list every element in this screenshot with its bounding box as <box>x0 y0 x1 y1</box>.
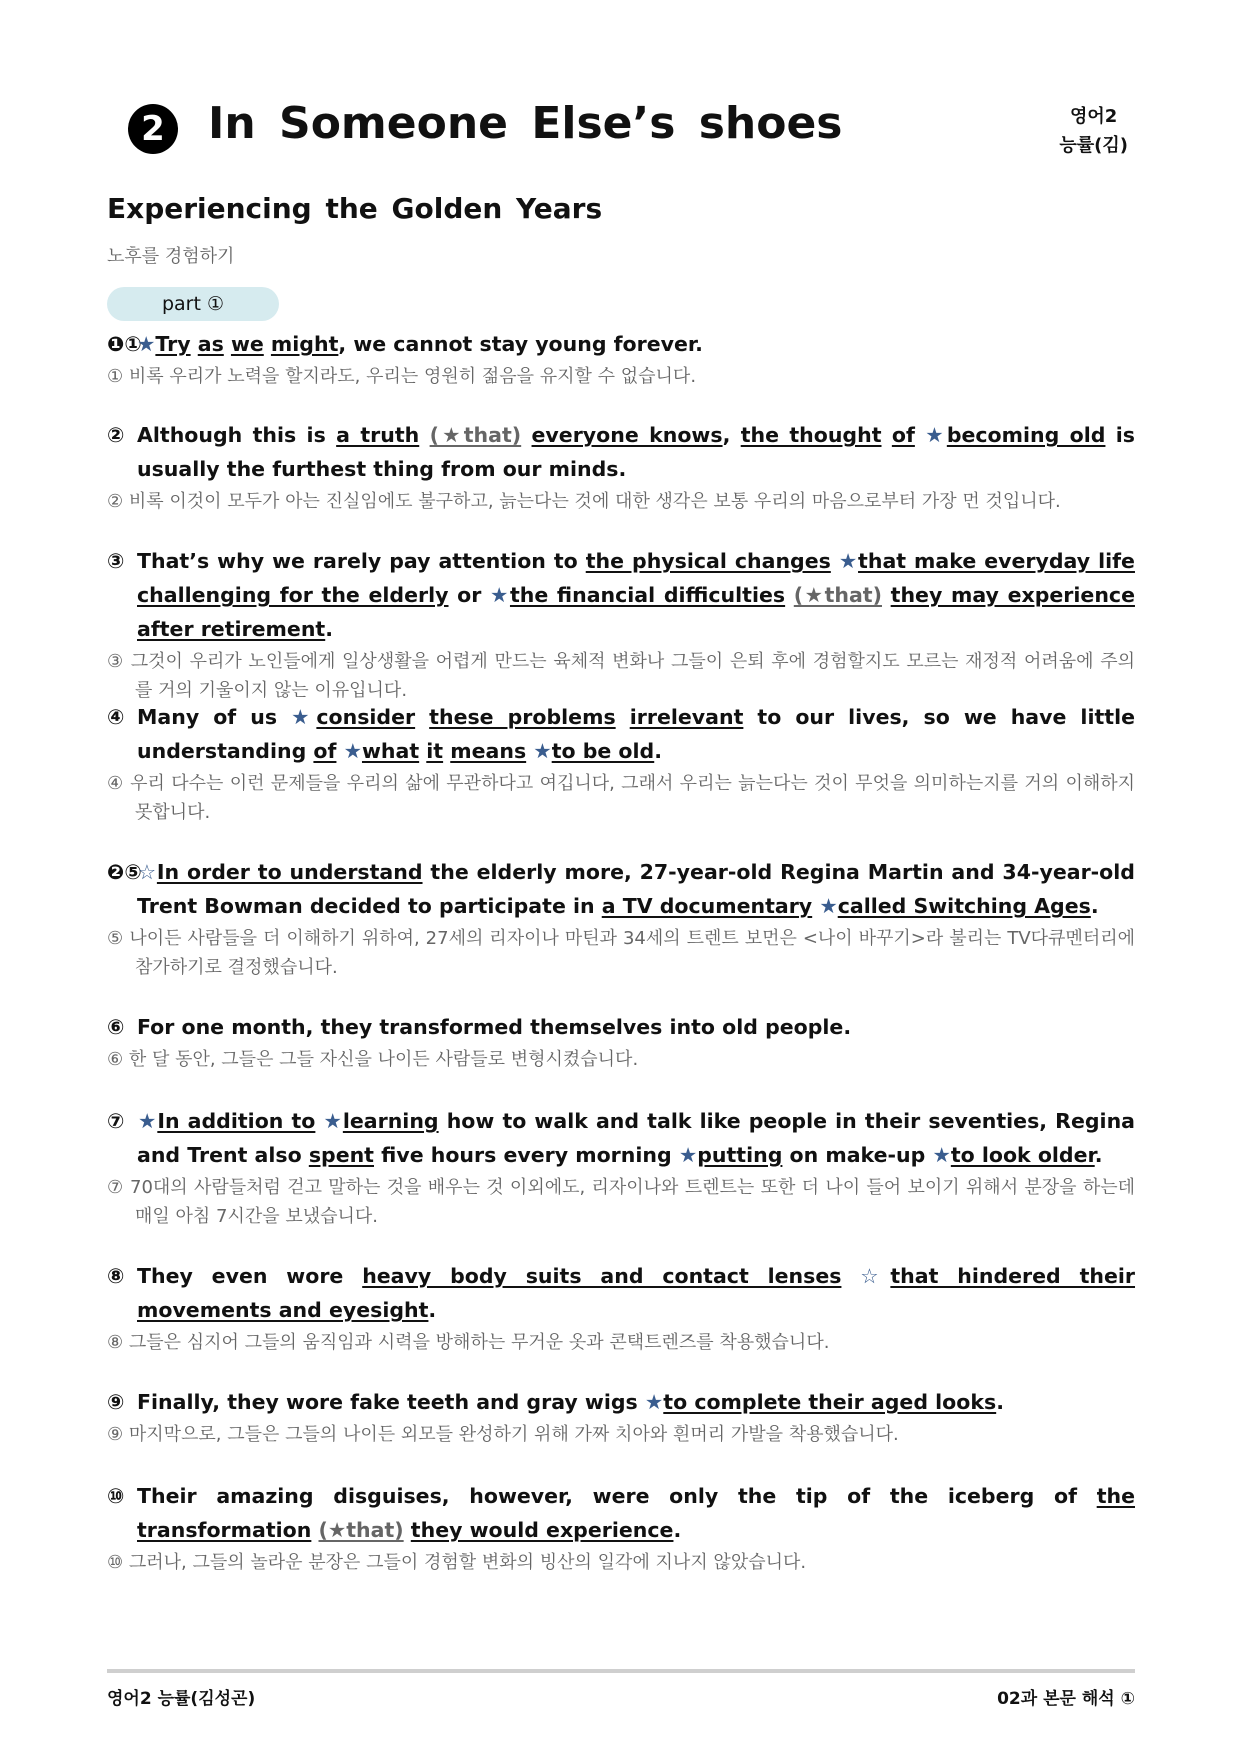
plain-text: how to walk and talk like people in their seventies, Regina and Trent also <box>137 1109 1135 1167</box>
underlined-phrase: Try <box>155 332 191 356</box>
underlined-phrase: a TV documentary <box>601 894 813 918</box>
sentence-8 <box>107 1259 1135 1357</box>
star-mark: ★ <box>838 549 859 573</box>
book-subject: 영어2 <box>1070 106 1118 127</box>
plain-text: Their amazing disguises, however, were only the tip of the iceberg of <box>137 1484 1097 1508</box>
book-info <box>1059 102 1128 160</box>
section-title: Experiencing the Golden Years <box>107 192 603 225</box>
document-header <box>128 96 1128 166</box>
star-mark: ★ <box>819 894 838 918</box>
plain-text: . <box>673 1518 682 1542</box>
star-mark: ★ <box>533 739 552 763</box>
plain-text: They even wore <box>137 1264 363 1288</box>
sentence-number: ② <box>107 423 125 447</box>
underlined-phrase: irrelevant <box>629 705 744 729</box>
sentence-9-korean: ⑨ 마지막으로, 그들은 그들의 나이든 외모들 완성하기 위해 가짜 치아와 흰머리 가발을 착용했습니다. <box>107 1424 899 1445</box>
sentence-7-english <box>107 1104 1135 1172</box>
footer-page-label: 02과 본문 해석 ① <box>997 1689 1135 1709</box>
plain-text: . <box>1094 1143 1103 1167</box>
sentence-9-english <box>107 1385 1135 1419</box>
sentence-5 <box>107 855 1135 982</box>
star-mark: ★ <box>137 1109 158 1133</box>
plain-text: , <box>722 423 741 447</box>
underlined-phrase: putting <box>697 1143 783 1167</box>
sentence-number: ⑩ <box>107 1484 125 1508</box>
footer-divider <box>107 1669 1135 1673</box>
sentence-1 <box>107 327 1135 391</box>
underlined-phrase: everyone knows <box>531 423 723 447</box>
sentence-number: ❶① <box>107 332 142 356</box>
plain-text: , we cannot stay young forever. <box>338 332 703 356</box>
underlined-phrase: to look older <box>950 1143 1095 1167</box>
sentence-9 <box>107 1385 1135 1449</box>
sentence-number: ⑧ <box>107 1264 125 1288</box>
star-mark: ★ <box>932 1143 951 1167</box>
sentence-number: ❷⑤ <box>107 860 142 884</box>
book-publisher: 능률(김) <box>1059 135 1128 156</box>
underlined-phrase: consider <box>316 705 416 729</box>
star-mark: ★ <box>137 332 156 356</box>
sentence-3-english <box>107 544 1135 646</box>
underlined-phrase: the financial difficulties <box>509 583 786 607</box>
underlined-phrase: In order to understand <box>156 860 423 884</box>
sentence-8-korean: ⑧ 그들은 심지어 그들의 움직임과 시력을 방해하는 무거운 옷과 콘택트렌즈를 착용했습니다. <box>107 1332 830 1353</box>
sentence-number: ⑨ <box>107 1390 125 1414</box>
plain-text: . <box>654 739 663 763</box>
hollow-star-mark: ☆ <box>137 860 157 884</box>
underlined-phrase: these problems <box>429 705 616 729</box>
part-label: part ① <box>107 287 279 321</box>
underlined-phrase: heavy body suits and contact lenses <box>362 1264 842 1288</box>
lesson-number-badge: 2 <box>128 104 178 154</box>
plain-text: . <box>428 1298 437 1322</box>
underlined-phrase: that hindered their movements and eyesight <box>137 1264 1136 1322</box>
plain-text: Although this is <box>137 423 337 447</box>
star-mark: ★ <box>925 423 947 447</box>
sentence-6-english <box>107 1010 1135 1044</box>
underlined-phrase: the thought <box>740 423 882 447</box>
plain-text: . <box>325 617 334 641</box>
section-subtitle: 노후를 경험하기 <box>107 246 235 267</box>
underlined-phrase: of <box>891 423 915 447</box>
underlined-phrase: of <box>313 739 337 763</box>
sentence-number: ④ <box>107 705 125 729</box>
underlined-phrase: they would experience <box>410 1518 674 1542</box>
underlined-phrase: that make everyday life challenging for the elderly <box>137 549 1135 607</box>
omitted-relative-pronoun: (★that) <box>429 423 522 447</box>
sentence-1-english <box>107 327 1135 361</box>
underlined-phrase: to complete their aged looks <box>663 1390 997 1414</box>
star-mark: ★ <box>490 583 510 607</box>
sentence-number: ⑥ <box>107 1015 125 1039</box>
plain-text: . <box>996 1390 1004 1414</box>
underlined-phrase: it <box>426 739 444 763</box>
star-mark: ★ <box>291 705 317 729</box>
underlined-phrase: means <box>450 739 527 763</box>
sentence-4-korean: ④ 우리 다수는 이런 문제들을 우리의 삶에 무관하다고 여깁니다, 그래서 우리는 늙는다는 것이 무엇을 의미하는지를 거의 이해하지 못합니다. <box>107 773 1135 823</box>
underlined-phrase: we <box>230 332 264 356</box>
underlined-phrase: spent <box>308 1143 374 1167</box>
underlined-phrase: might <box>270 332 339 356</box>
underlined-phrase: as <box>197 332 224 356</box>
sentence-2-english <box>107 418 1135 486</box>
sentence-number: ③ <box>107 549 125 573</box>
sentence-6 <box>107 1010 1135 1074</box>
plain-text: the elderly more, 27-year-old Regina Martin and 34-year-old Trent Bowman decided to participate in <box>137 860 1135 918</box>
omitted-relative-pronoun: (★that) <box>318 1518 404 1542</box>
sentence-5-korean: ⑤ 나이든 사람들을 더 이해하기 위하여, 27세의 리자이나 마틴과 34세의 트렌트 보먼은 <나이 바꾸기>라 불리는 TV다큐멘터리에 참가하기로 결정했습니다. <box>107 928 1135 978</box>
lesson-title: In Someone Else’s shoes <box>208 98 843 149</box>
sentence-4 <box>107 700 1135 827</box>
star-mark: ★ <box>678 1143 698 1167</box>
star-mark: ★ <box>343 739 362 763</box>
underlined-phrase: the transformation <box>137 1484 1135 1542</box>
underlined-phrase: learning <box>342 1109 439 1133</box>
star-mark: ★ <box>323 1109 343 1133</box>
footer-book-title: 영어2 능률(김성곤) <box>107 1689 256 1709</box>
plain-text: Finally, they wore fake teeth and gray wigs <box>137 1390 645 1414</box>
sentence-7-korean: ⑦ 70대의 사람들처럼 걷고 말하는 것을 배우는 것 이외에도, 리자이나와 트렌트는 또한 더 나이 들어 보이기 위해서 분장을 하는데 매일 아침 7시간을 보냈습니다. <box>107 1177 1135 1227</box>
underlined-phrase: In addition to <box>157 1109 316 1133</box>
star-mark: ★ <box>644 1390 664 1414</box>
sentence-6-korean: ⑥ 한 달 동안, 그들은 그들 자신을 나이든 사람들로 변형시켰습니다. <box>107 1049 639 1070</box>
hollow-star-mark: ☆ <box>860 1264 891 1288</box>
underlined-phrase: a truth <box>336 423 420 447</box>
plain-text: on make-up <box>782 1143 933 1167</box>
plain-text: to our lives, so we have little understanding <box>137 705 1136 763</box>
sentence-3 <box>107 544 1135 705</box>
sentence-8-english <box>107 1259 1135 1327</box>
sentence-5-english <box>107 855 1135 923</box>
underlined-phrase: to be old <box>551 739 655 763</box>
underlined-phrase: they may experience after retirement <box>137 583 1135 641</box>
plain-text: is usually the furthest thing from our minds. <box>137 423 1136 481</box>
sentence-10 <box>107 1479 1135 1577</box>
plain-text: five hours every morning <box>374 1143 679 1167</box>
sentence-4-english <box>107 700 1135 768</box>
sentence-1-korean: ① 비록 우리가 노력을 할지라도, 우리는 영원히 젊음을 유지할 수 없습니다. <box>107 366 697 387</box>
underlined-phrase: becoming old <box>946 423 1106 447</box>
sentence-2 <box>107 418 1135 516</box>
sentence-number: ⑦ <box>107 1109 125 1133</box>
underlined-phrase: called Switching Ages <box>837 894 1091 918</box>
sentence-10-english <box>107 1479 1135 1547</box>
plain-text: For one month, they transformed themselves into old people. <box>137 1015 852 1039</box>
plain-text: That’s why we rarely pay attention to <box>137 549 586 573</box>
plain-text: Many of us <box>137 705 292 729</box>
sentence-2-korean: ② 비록 이것이 모두가 아는 진실임에도 불구하고, 늙는다는 것에 대한 생각은 보통 우리의 마음으로부터 가장 먼 것입니다. <box>107 491 1061 512</box>
sentence-10-korean: ⑩ 그러나, 그들의 놀라운 분장은 그들이 경험할 변화의 빙산의 일각에 지나지 않았습니다. <box>107 1552 807 1573</box>
sentence-3-korean: ③ 그것이 우리가 노인들에게 일상생활을 어렵게 만드는 육체적 변화나 그들이 은퇴 후에 경험할지도 모르는 재정적 어려움에 주의를 거의 기울이지 않는 이유입니다. <box>107 651 1135 701</box>
underlined-phrase: what <box>361 739 420 763</box>
plain-text: . <box>1090 894 1099 918</box>
sentence-7 <box>107 1104 1135 1231</box>
omitted-relative-pronoun: (★that) <box>793 583 882 607</box>
underlined-phrase: the physical changes <box>585 549 831 573</box>
plain-text: or <box>448 583 491 607</box>
